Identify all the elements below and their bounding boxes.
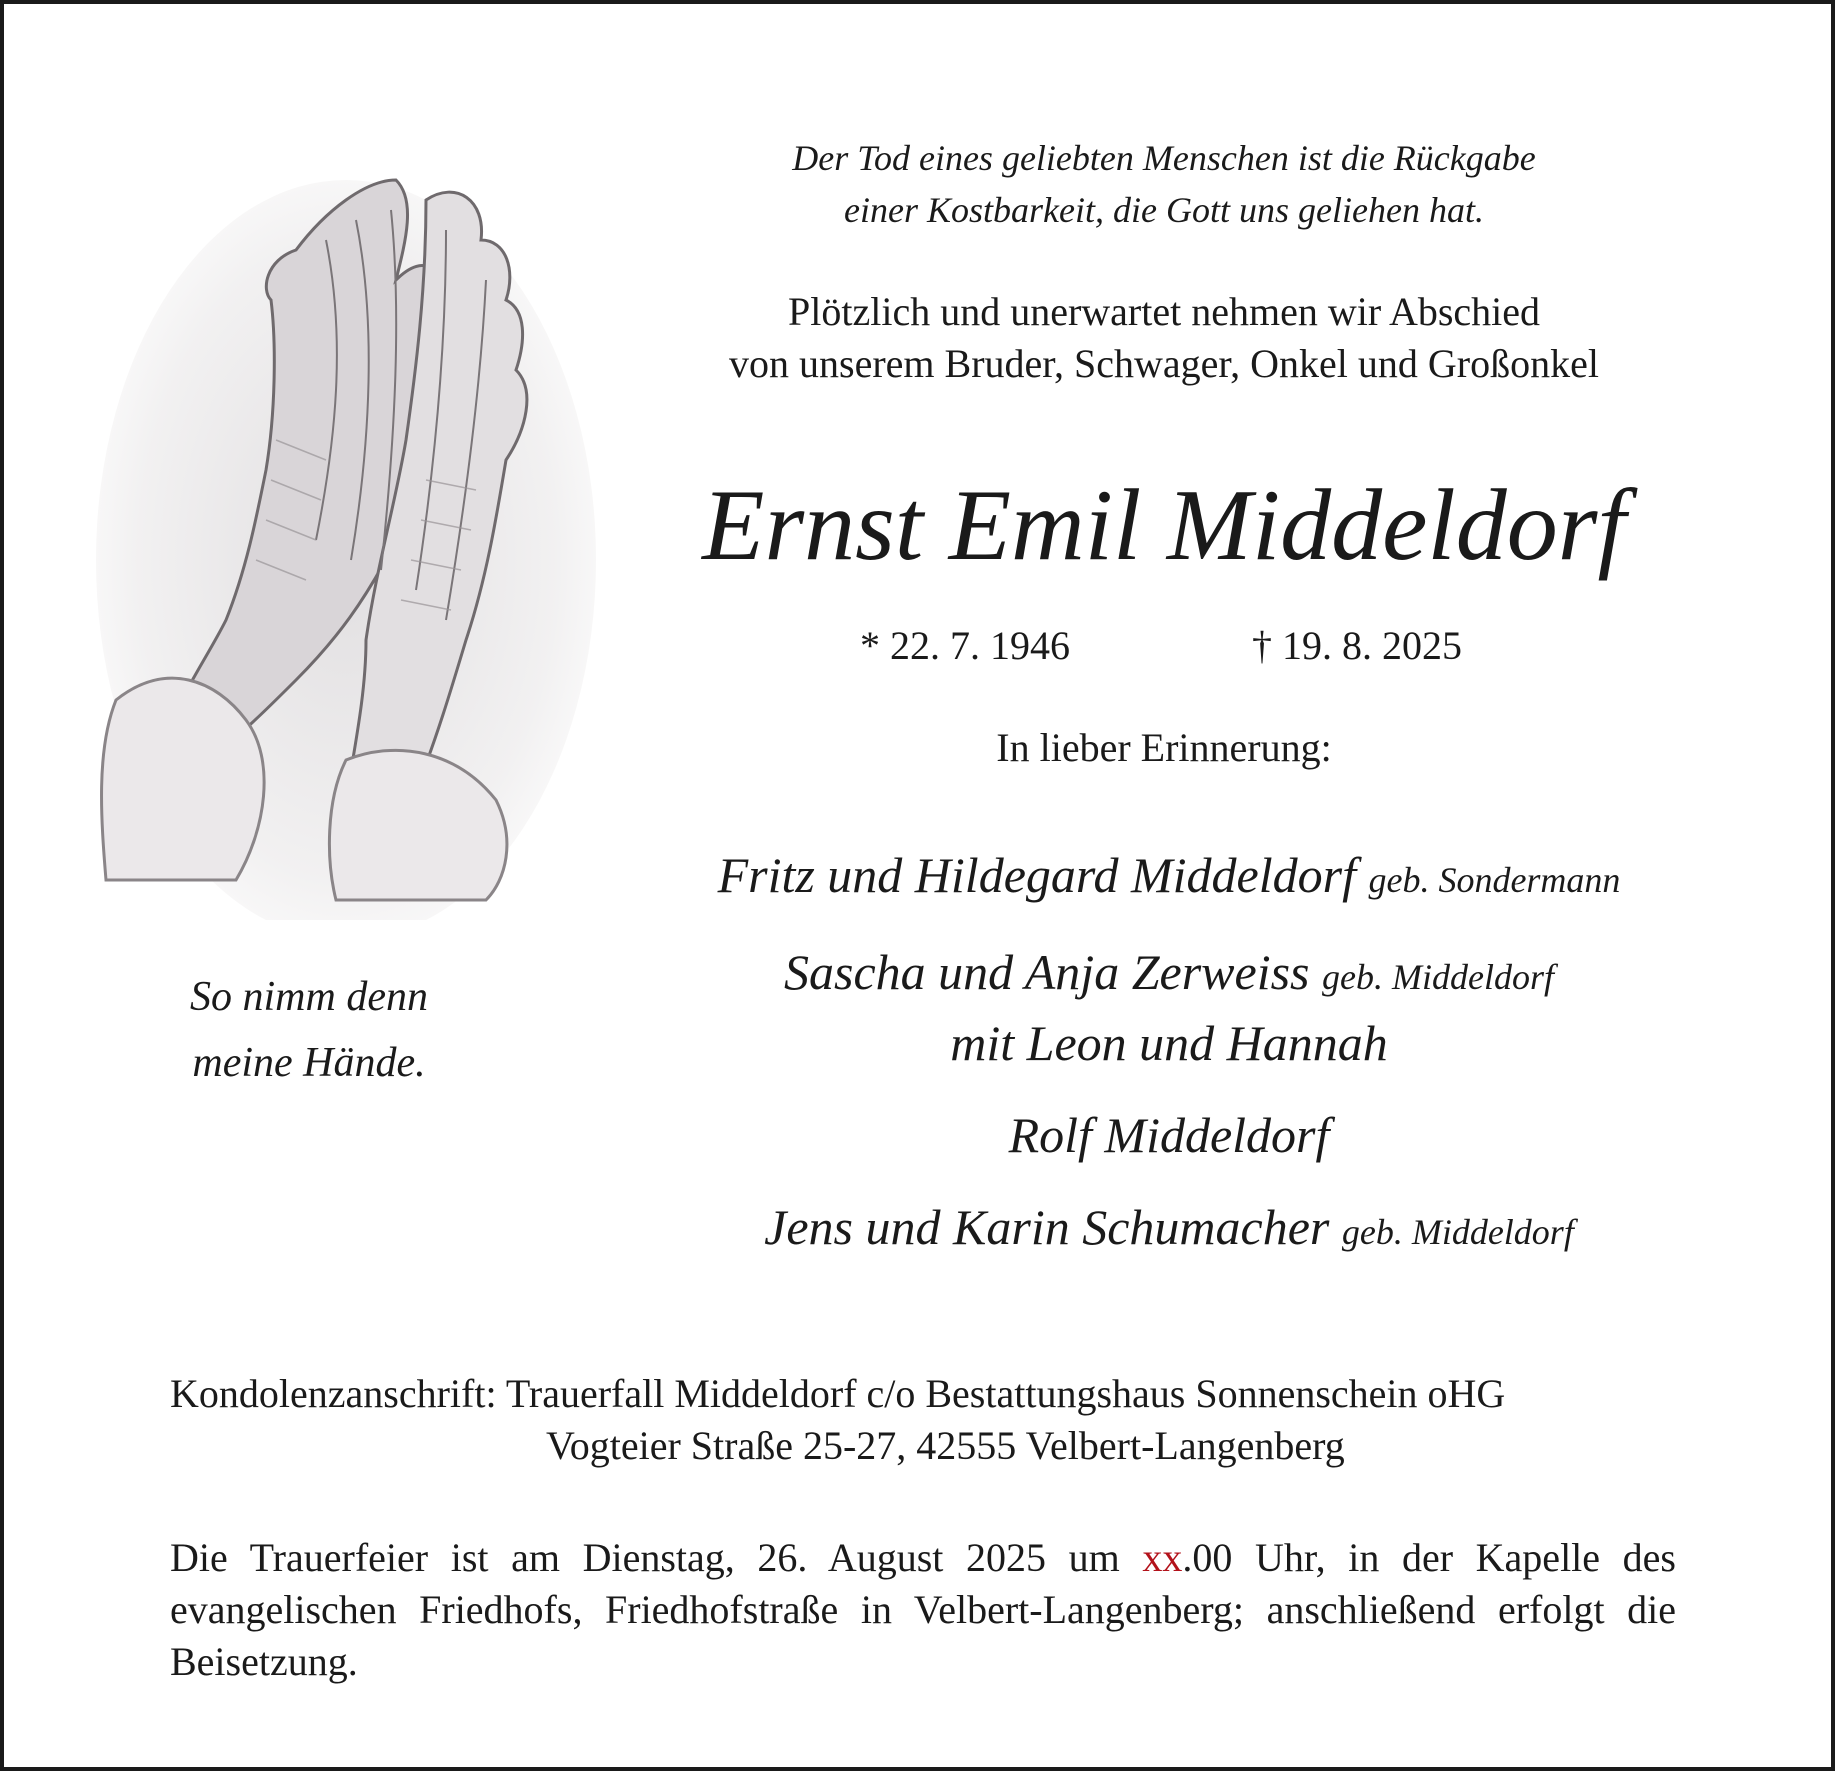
praying-hands-icon (96, 140, 596, 920)
hands-quote-line-1: So nimm denn (190, 974, 428, 1020)
mourner-note: geb. Middeldorf (1322, 957, 1554, 997)
ceremony-text-part-2: .00 Uhr, in der Kapelle des evangelischen Friedhofs, Friedhofstraße in Velbert-Langenberg; anschließend erfolgt die Beisetzung. (170, 1535, 1676, 1684)
mourner-name: Rolf Middeldorf (1008, 1107, 1330, 1163)
mourner-entry (604, 1194, 1734, 1265)
mourner-name: Jens und Karin Schumacher (764, 1199, 1330, 1255)
mourner-list (604, 842, 1734, 1291)
birth-date: * 22. 7. 1946 (860, 623, 1070, 668)
deceased-name: Ernst Emil Middeldorf (702, 469, 1626, 582)
condolence-line-2: Vogteier Straße 25-27, 42555 Velbert-Langenberg (546, 1423, 1345, 1468)
condolence-label: Kondolenzanschrift: (170, 1371, 497, 1416)
mourner-name: Sascha und Anja Zerweiss (784, 944, 1310, 1000)
opening-quote (644, 132, 1684, 236)
quote-line-2: einer Kostbarkeit, die Gott uns geliehen hat. (844, 190, 1484, 230)
hands-quote (154, 964, 464, 1096)
death-date: † 19. 8. 2025 (1252, 623, 1462, 668)
intro-line-1: Plötzlich und unerwartet nehmen wir Abschied (787, 289, 1541, 334)
intro-line-2: von unserem Bruder, Schwager, Onkel und Großonkel (729, 341, 1599, 386)
ceremony-text-part-1: Die Trauerfeier ist am Dienstag, 26. August 2025 um (170, 1535, 1143, 1580)
mourner-note: geb. Middeldorf (1341, 1212, 1574, 1252)
ceremony-info (170, 1532, 1676, 1688)
mourner-entry (604, 1102, 1734, 1168)
mourner-entry (604, 939, 1734, 1076)
remembrance-heading: In lieber Erinnerung: (996, 725, 1332, 770)
quote-line-1: Der Tod eines geliebten Menschen ist die Rückgabe (792, 138, 1536, 178)
ceremony-time-placeholder: xx (1142, 1535, 1183, 1580)
mourner-entry (604, 842, 1734, 913)
mourner-note: geb. Sondermann (1368, 860, 1621, 900)
intro-text (644, 286, 1684, 390)
hands-quote-line-2: meine Hände. (192, 1040, 426, 1086)
condolence-line-1: Trauerfall Middeldorf c/o Bestattungshaus Sonnenschein oHG (505, 1371, 1506, 1416)
condolence-address (170, 1368, 1676, 1472)
mourner-name: Fritz und Hildegard Middeldorf (717, 847, 1356, 903)
mourner-extra: mit Leon und Hannah (950, 1015, 1388, 1071)
